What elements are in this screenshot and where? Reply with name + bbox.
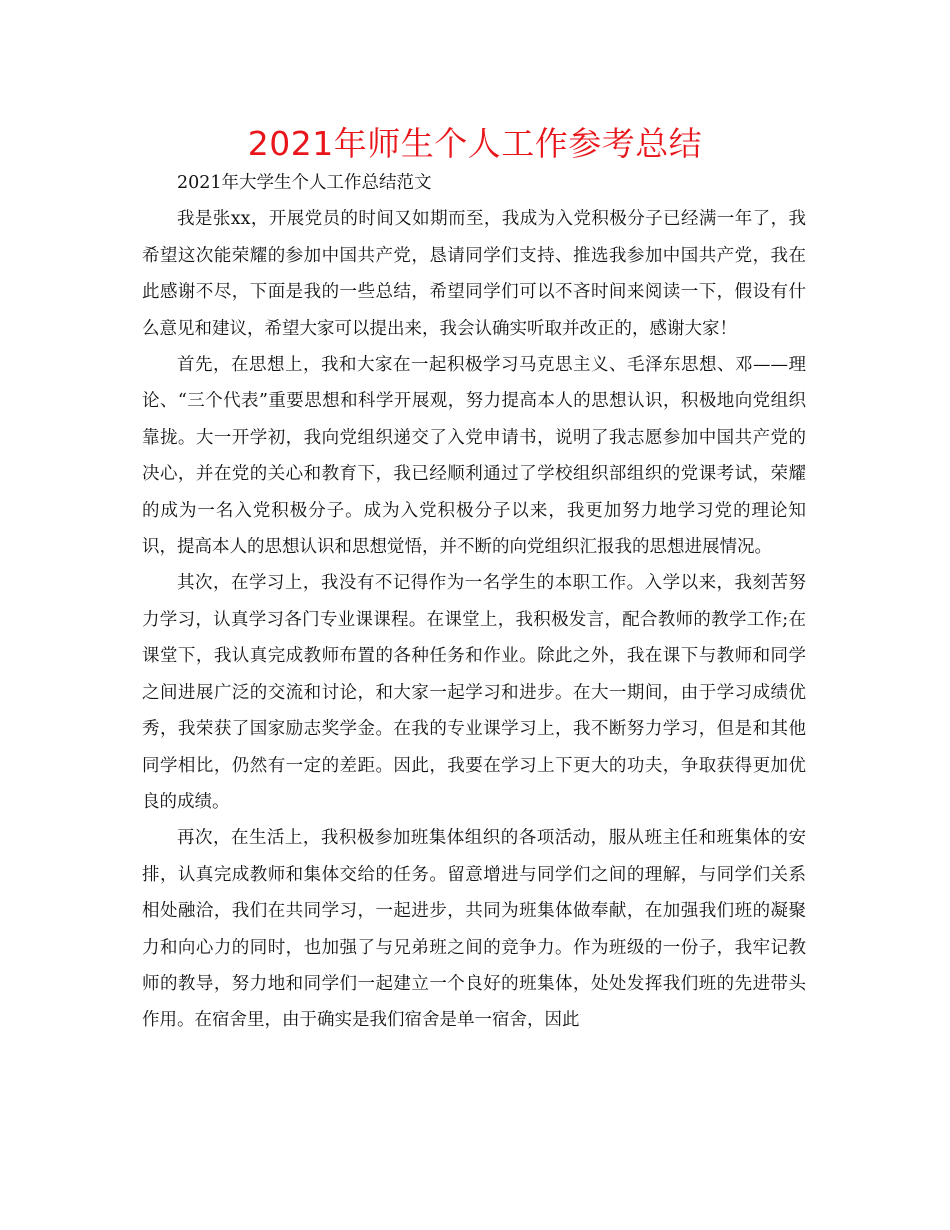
document-body: [142, 165, 806, 1039]
document-subtitle: 2021年大学生个人工作总结范文: [177, 173, 432, 193]
document-title: 2021年师生个人工作参考总结: [247, 124, 703, 163]
paragraph-intro: 我是张xx，开展党员的时间又如期而至，我成为入党积极分子已经满一年了，我希望这次能荣耀的参加中国共产党，恳请同学们支持、推选我参加中国共产党，我在此感谢不尽，下面是我的一些总结，希望同学们可以不吝时间来阅读一下，假设有什么意见和建议，希望大家可以提出来，我会认确实听取并改正的，感谢大家！: [142, 209, 806, 339]
paragraph-study: 其次，在学习上，我没有不记得作为一名学生的本职工作。入学以来，我刻苦努力学习，认真学习各门专业课课程。在课堂上，我积极发言，配合教师的教学工作;在课堂下，我认真完成教师布置的各种任务和作业。除此之外，我在课下与教师和同学之间进展广泛的交流和讨论，和大家一起学习和进步。在大一期间，由于学习成绩优秀，我荣获了国家励志奖学金。在我的专业课学习上，我不断努力学习，但是和其他同学相比，仍然有一定的差距。因此，我要在学习上下更大的功夫，争取获得更加优良的成绩。: [142, 573, 806, 812]
paragraph-life: 再次，在生活上，我积极参加班集体组织的各项活动，服从班主任和班集体的安排，认真完成教师和集体交给的任务。留意增进与同学们之间的理解，与同学们关系相处融洽，我们在共同学习，一起进步，共同为班集体做奉献，在加强我们班的凝聚力和向心力的同时，也加强了与兄弟班之间的竞争力。作为班级的一份子，我牢记教师的教导，努力地和同学们一起建立一个良好的班集体，处处发挥我们班的先进带头作用。在宿舍里，由于确实是我们宿舍是单一宿舍，因此: [142, 828, 806, 1031]
paragraph-thought: 首先，在思想上，我和大家在一起积极学习马克思主义、毛泽东思想、邓——理论、“三个代表”重要思想和科学开展观，努力提高本人的思想认识，积极地向党组织靠拢。大一开学初，我向党组织递交了入党申请书，说明了我志愿参加中国共产党的决心，并在党的关心和教育下，我已经顺利通过了学校组织部组织的党课考试，荣耀的成为一名入党积极分子。成为入党积极分子以来，我更加努力地学习党的理论知识，提高本人的思想认识和思想觉悟，并不断的向党组织汇报我的思想进展情况。: [142, 355, 806, 558]
